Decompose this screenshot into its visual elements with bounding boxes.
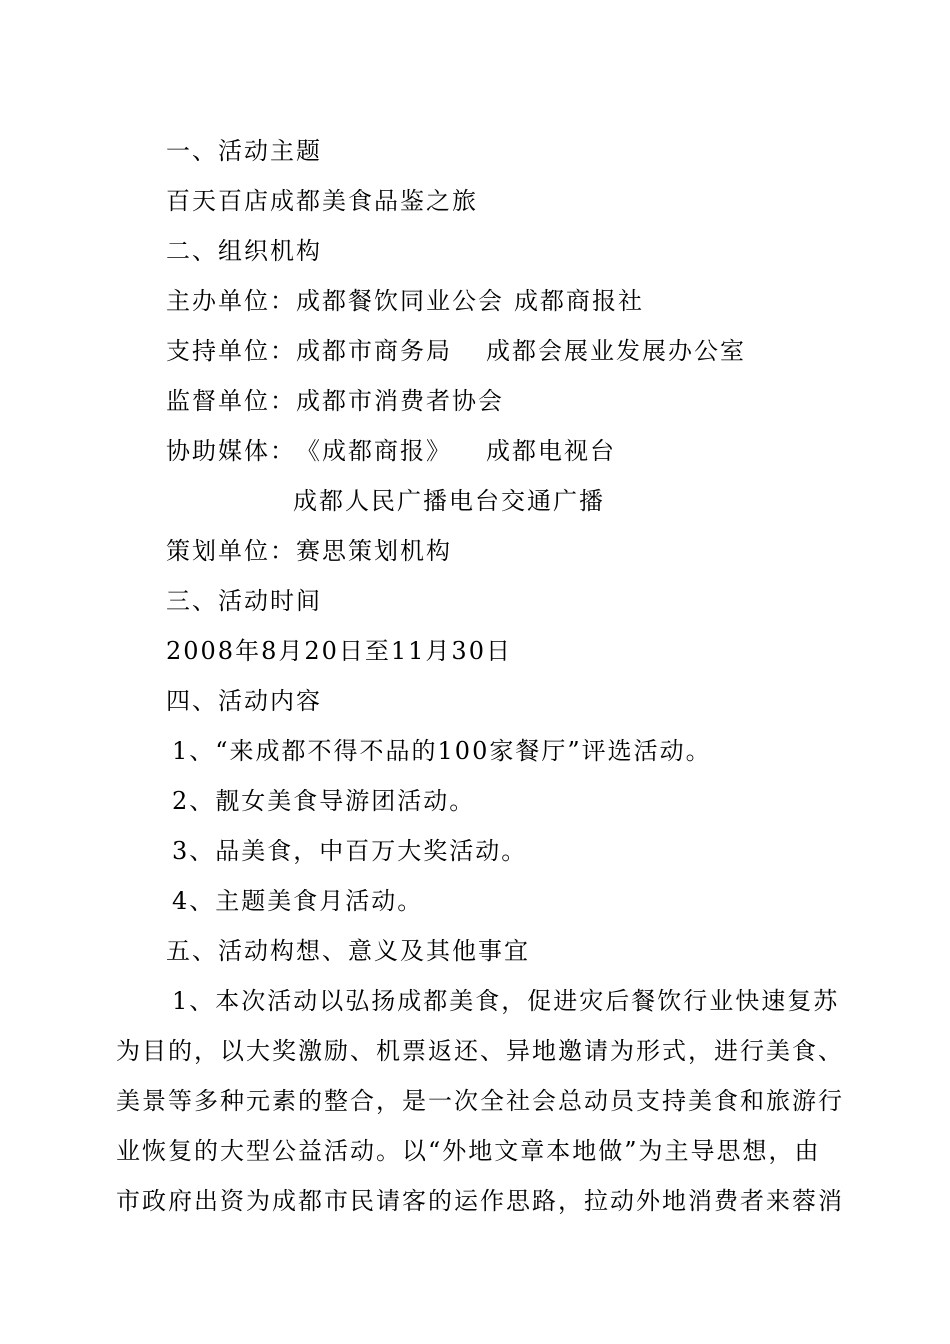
plan-row	[166, 526, 452, 576]
supervise-org-1: 成都市消费者协会	[296, 387, 504, 415]
content-item: 2、靓女美食导游团活动。	[172, 787, 476, 815]
plan-org-1: 赛思策划机构	[296, 537, 452, 565]
host-row	[166, 276, 644, 326]
section-heading-theme: 一、活动主题	[166, 137, 322, 165]
content-item: 1、“来成都不得不品的100家餐厅”评选活动。	[172, 737, 712, 765]
host-org-2: 成都商报社	[514, 287, 644, 315]
paragraph-line: 美景等多种元素的整合，是一次全社会总动员支持美食和旅游行	[116, 1087, 844, 1115]
media-label: 协助媒体：	[166, 437, 296, 465]
host-label: 主办单位：	[166, 287, 296, 315]
media-org-3: 成都人民广播电台交通广播	[293, 487, 605, 515]
content-item: 4、主题美食月活动。	[172, 887, 424, 915]
media-org-2: 成都电视台	[486, 437, 616, 465]
host-org-1: 成都餐饮同业公会	[296, 287, 504, 315]
paragraph-line: 业恢复的大型公益活动。以“外地文章本地做”为主导思想，由	[116, 1137, 821, 1165]
supervise-row	[166, 376, 504, 426]
media-row	[166, 426, 616, 476]
theme-text: 百天百店成都美食品鉴之旅	[166, 187, 478, 215]
section-heading-time: 三、活动时间	[166, 587, 322, 615]
media-org-1: 《成都商报》	[296, 437, 452, 465]
paragraph-line: 1、本次活动以弘扬成都美食，促进灾后餐饮行业快速复苏	[172, 987, 840, 1015]
support-org-2: 成都会展业发展办公室	[486, 337, 746, 365]
paragraph-line: 为目的，以大奖激励、机票返还、异地邀请为形式，进行美食、	[116, 1037, 844, 1065]
time-text: 2008年8月20日至11月30日	[166, 637, 512, 665]
section-heading-organization: 二、组织机构	[166, 237, 322, 265]
paragraph-line: 市政府出资为成都市民请客的运作思路，拉动外地消费者来蓉消	[116, 1187, 844, 1215]
plan-label: 策划单位：	[166, 537, 296, 565]
support-org-1: 成都市商务局	[296, 337, 452, 365]
section-heading-content: 四、活动内容	[166, 687, 322, 715]
section-heading-ideas: 五、活动构想、意义及其他事宜	[166, 937, 530, 965]
support-row	[166, 326, 746, 376]
support-label: 支持单位：	[166, 337, 296, 365]
supervise-label: 监督单位：	[166, 387, 296, 415]
content-item: 3、品美食，中百万大奖活动。	[172, 837, 528, 865]
